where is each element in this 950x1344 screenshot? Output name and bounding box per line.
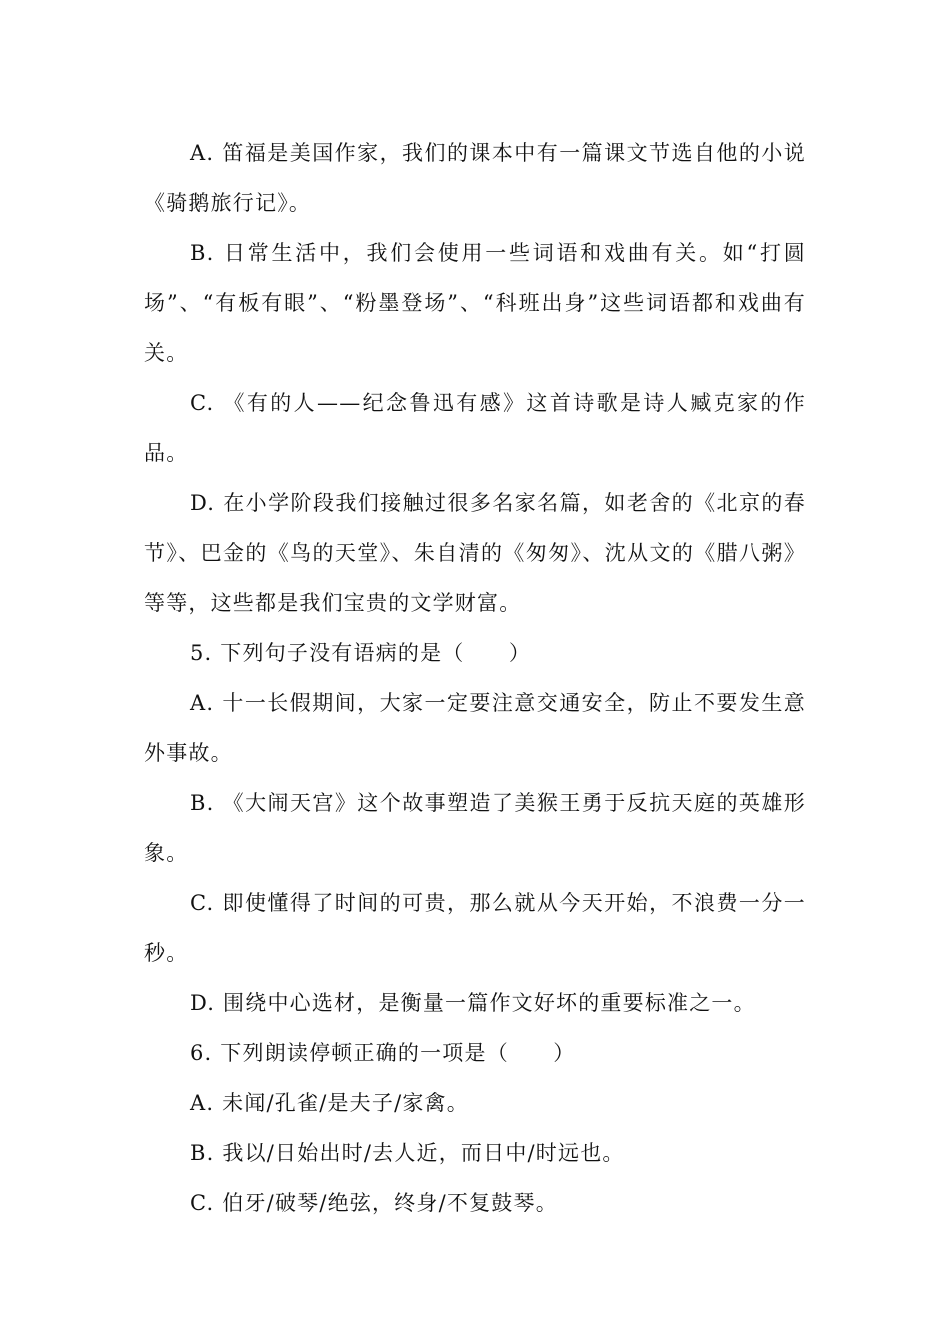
option-6c: C. 伯牙/破琴/绝弦，终身/不复鼓琴。 [190,1191,558,1215]
option-4d: D. 在小学阶段我们接触过很多名家名篇，如老舍的《北京的春节》、巴金的《鸟的天堂》、朱自清的《匆匆》、沈从文的《腊八粥》等等，这些都是我们宝贵的文学财富。 [144,491,806,615]
option-5c: C. 即使懂得了时间的可贵，那么就从今天开始，不浪费一分一秒。 [144,891,806,965]
option-5b: B. 《大闹天宫》这个故事塑造了美猴王勇于反抗天庭的英雄形象。 [144,791,806,865]
document-body [144,128,806,1228]
option-6b: B. 我以/日始出时/去人近，而日中/时远也。 [190,1141,625,1165]
question-6: 6. 下列朗读停顿正确的一项是（ ） [190,1041,576,1065]
option-6a: A. 未闻/孔雀/是夫子/家禽。 [190,1091,469,1115]
option-5a: A. 十一长假期间，大家一定要注意交通安全，防止不要发生意外事故。 [144,691,806,765]
option-4b: B. 日常生活中，我们会使用一些词语和戏曲有关。如“打圆场”、“有板有眼”、“粉墨登场”、“科班出身”这些词语都和戏曲有关。 [144,241,806,365]
question-5: 5. 下列句子没有语病的是（ ） [190,641,532,665]
option-4c: C. 《有的人——纪念鲁迅有感》这首诗歌是诗人臧克家的作品。 [144,391,806,465]
option-4a: A. 笛福是美国作家，我们的课本中有一篇课文节选自他的小说《骑鹅旅行记》。 [144,141,806,215]
option-5d: D. 围绕中心选材，是衡量一篇作文好坏的重要标准之一。 [190,991,756,1015]
